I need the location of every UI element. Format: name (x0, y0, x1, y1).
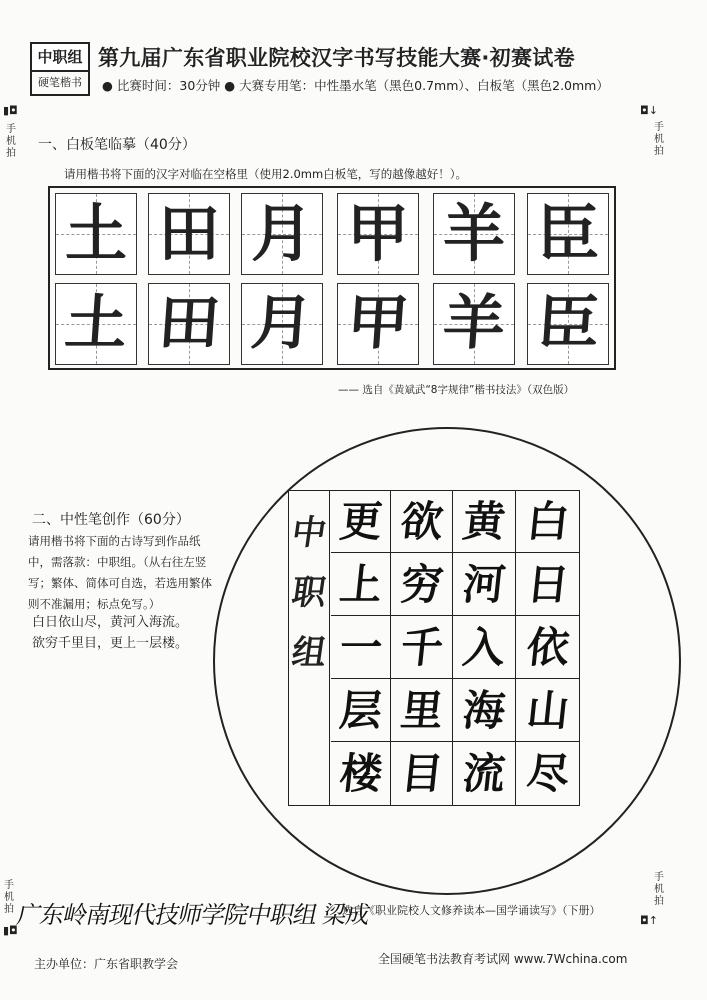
copy-cell[interactable] (433, 283, 515, 365)
poem-char: 日 (524, 560, 572, 609)
model-cell (241, 193, 323, 275)
badge-style: 硬笔楷书 (38, 76, 82, 89)
poem-line-1: 白日依山尽，黄河入海流。 (32, 615, 189, 630)
signature-char: 组 (289, 633, 329, 673)
poem-char: 入 (460, 623, 508, 672)
poem-char: 目 (398, 749, 446, 798)
side-label-right-top: 手机拍 (654, 122, 664, 157)
model-cell (527, 193, 609, 275)
poem-char: 一 (337, 623, 385, 672)
exam-title: 第九届广东省职业院校汉字书写技能大赛·初赛试卷 (98, 46, 575, 70)
section2-source: 选自《职业院校人文修养读本—国学诵读写》（下册） (342, 904, 601, 917)
poem-char: 层 (337, 686, 385, 735)
model-char: 月 (250, 197, 313, 270)
signature-char: 中 (289, 513, 329, 553)
poem-line-2: 欲穷千里目，更上一层楼。 (32, 636, 189, 651)
organizer: 主办单位：广东省职教学会 (34, 957, 179, 971)
copied-char: 甲 (344, 291, 412, 357)
copied-char: 羊 (440, 291, 508, 357)
copy-cell[interactable] (337, 283, 419, 365)
poem-char: 河 (460, 560, 508, 609)
copy-cell[interactable] (241, 283, 323, 365)
poem-text (32, 612, 188, 654)
model-cell (433, 193, 515, 275)
copied-char: 土 (62, 291, 130, 357)
model-char: 田 (157, 197, 220, 270)
section1-source: —— 选自《黄斌武“8字规律”楷书技法》（双色版） (338, 384, 575, 396)
model-char: 臣 (536, 197, 599, 270)
poem-char: 白 (524, 497, 572, 546)
poem-char: 依 (524, 623, 572, 672)
camera-icon: ◘↑ (640, 914, 658, 927)
section2-instruction: 请用楷书将下面的古诗写到作品纸中，需落款：中职组。（从右往左竖写；繁体、简体可自选，若选用繁体则不准漏用；标点免写。） (28, 534, 212, 611)
model-char: 甲 (346, 197, 409, 270)
copy-cell[interactable] (527, 283, 609, 365)
poem-char: 黄 (460, 497, 508, 546)
copied-char: 臣 (534, 291, 602, 357)
copied-char: 田 (155, 291, 223, 357)
copy-cell[interactable] (55, 283, 137, 365)
camera-icon: ◘↓ (640, 104, 658, 117)
section1-title: 一、白板笔临摹（40分） (38, 137, 196, 153)
section1-instruction: 请用楷书将下面的汉字对临在空格里（使用2.0mm白板笔，写的越像越好！）。 (64, 167, 467, 181)
signature-char: 职 (289, 573, 329, 613)
poem-char: 上 (337, 560, 385, 609)
model-cell (148, 193, 230, 275)
model-char: 土 (64, 197, 127, 270)
model-cell (55, 193, 137, 275)
poem-char: 流 (460, 749, 508, 798)
handwritten-name: 广东岭南现代技师学院中职组 梁成 (14, 901, 373, 929)
poem-char: 楼 (337, 749, 385, 798)
side-label-right-bottom: 手机拍 (654, 872, 664, 907)
model-char: 羊 (442, 197, 505, 270)
camera-icon: ▮◘ (3, 104, 18, 117)
copy-grid (48, 186, 616, 370)
poem-char: 更 (337, 497, 385, 546)
poem-char: 山 (524, 686, 572, 735)
side-label-left-bottom: 手机拍 (4, 880, 14, 915)
poem-char: 海 (460, 686, 508, 735)
poem-char: 欲 (398, 497, 446, 546)
poem-char: 尽 (524, 749, 572, 798)
website: 全国硬笔书法教育考试网 www.7Wchina.com (378, 952, 628, 966)
category-badge (30, 42, 90, 96)
section2-title: 二、中性笔创作（60分） (32, 512, 190, 528)
badge-category: 中职组 (32, 44, 88, 72)
exam-info: ● 比赛时间：30分钟 ● 大赛专用笔：中性墨水笔（黑色0.7mm）、白板笔（黑色2.0mm） (102, 78, 609, 93)
side-label-left-top: 手机拍 (6, 124, 16, 159)
model-cell (337, 193, 419, 275)
camera-icon: ▮◘ (3, 924, 18, 937)
poem-char: 千 (398, 623, 446, 672)
copy-cell[interactable] (148, 283, 230, 365)
poem-char: 里 (398, 686, 446, 735)
copied-char: 月 (248, 291, 316, 357)
poem-char: 穷 (398, 560, 446, 609)
poem-grid[interactable] (288, 490, 580, 806)
